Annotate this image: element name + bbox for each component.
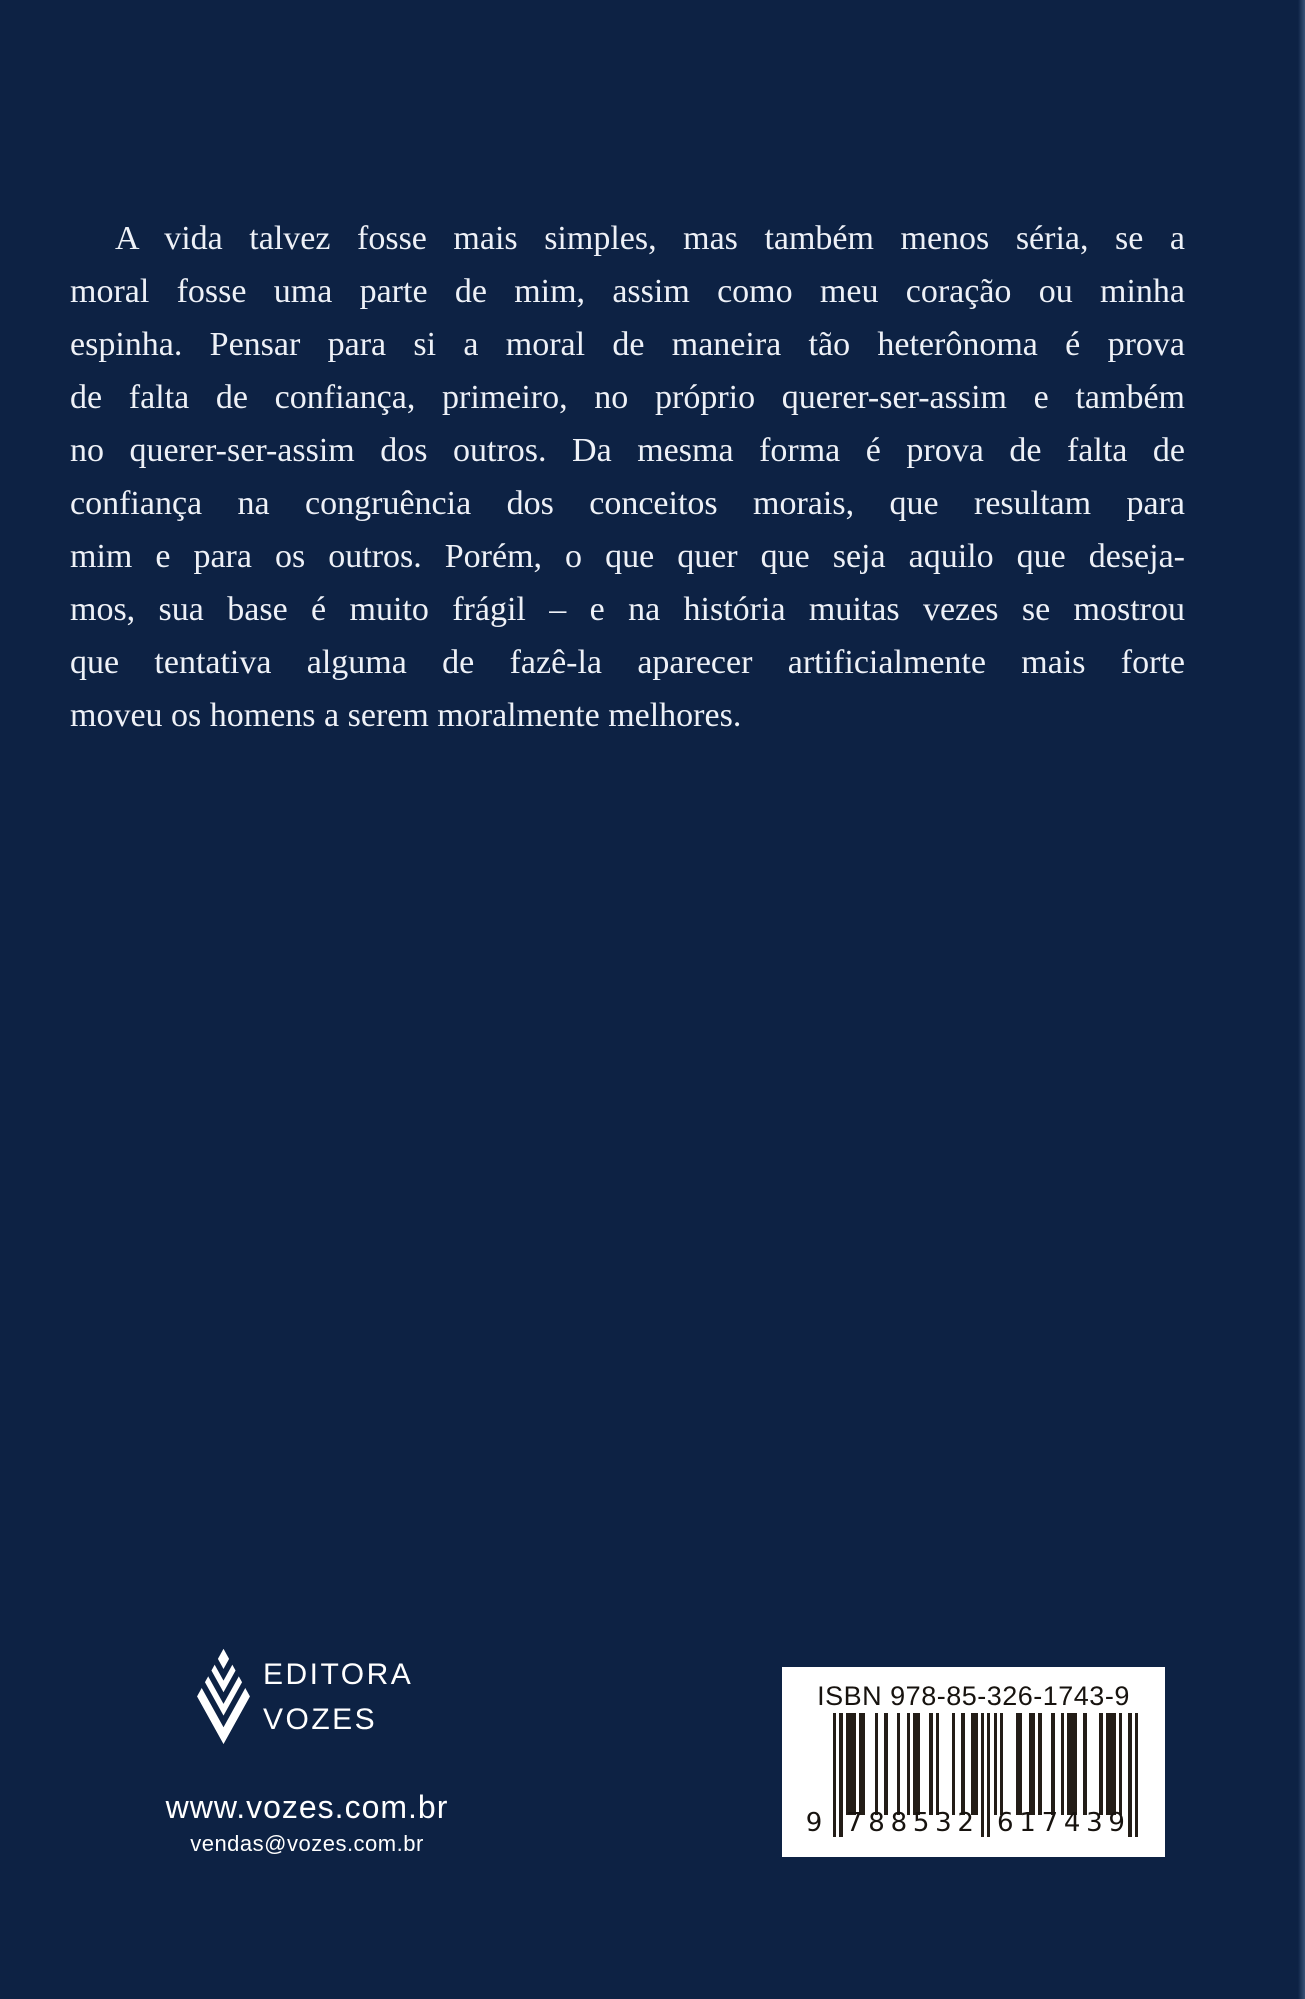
publisher-name <box>263 1652 413 1742</box>
publisher-website: www.vozes.com.br <box>165 1789 449 1825</box>
barcode-digits-right: 6 1 7 4 3 9 <box>997 1808 1125 1838</box>
barcode-lead-digit: 9 <box>805 1808 823 1838</box>
isbn-label: ISBN 978-85-326-1743-9 <box>817 1681 1130 1711</box>
blurb-text <box>70 212 1185 742</box>
blurb-line: mim e para os outros. Porém, o que quer que seja aquilo que deseja- <box>70 538 1185 575</box>
blurb-line: A vida talvez fosse mais simples, mas também menos séria, se a <box>115 220 1185 257</box>
blurb-line: que tentativa alguma de fazê-la aparecer artificialmente mais forte <box>70 644 1185 681</box>
blurb-line: moral fosse uma parte de mim, assim como meu coração ou minha <box>70 273 1185 310</box>
publisher-email: vendas@vozes.com.br <box>190 1831 424 1856</box>
vozes-diamond-icon <box>197 1648 250 1745</box>
publisher-name-line1: EDITORA <box>263 1657 414 1691</box>
publisher-name-line2: VOZES <box>263 1702 378 1736</box>
barcode-digits-left: 7 8 8 5 3 2 <box>846 1808 974 1838</box>
isbn-barcode-panel <box>782 1667 1165 1857</box>
publisher-logo <box>197 1648 413 1745</box>
page-edge-highlight <box>1298 0 1305 1999</box>
blurb-line: espinha. Pensar para si a moral de maneira tão heterônoma é prova <box>70 326 1185 363</box>
blurb-line: de falta de confiança, primeiro, no próprio querer-ser-assim e também <box>70 379 1185 416</box>
blurb-line: no querer-ser-assim dos outros. Da mesma forma é prova de falta de <box>70 432 1185 469</box>
blurb-line: confiança na congruência dos conceitos morais, que resultam para <box>70 485 1185 522</box>
blurb-line: mos, sua base é muito frágil – e na história muitas vezes se mostrou <box>70 591 1185 628</box>
blurb-line: moveu os homens a serem moralmente melhores. <box>70 697 742 734</box>
